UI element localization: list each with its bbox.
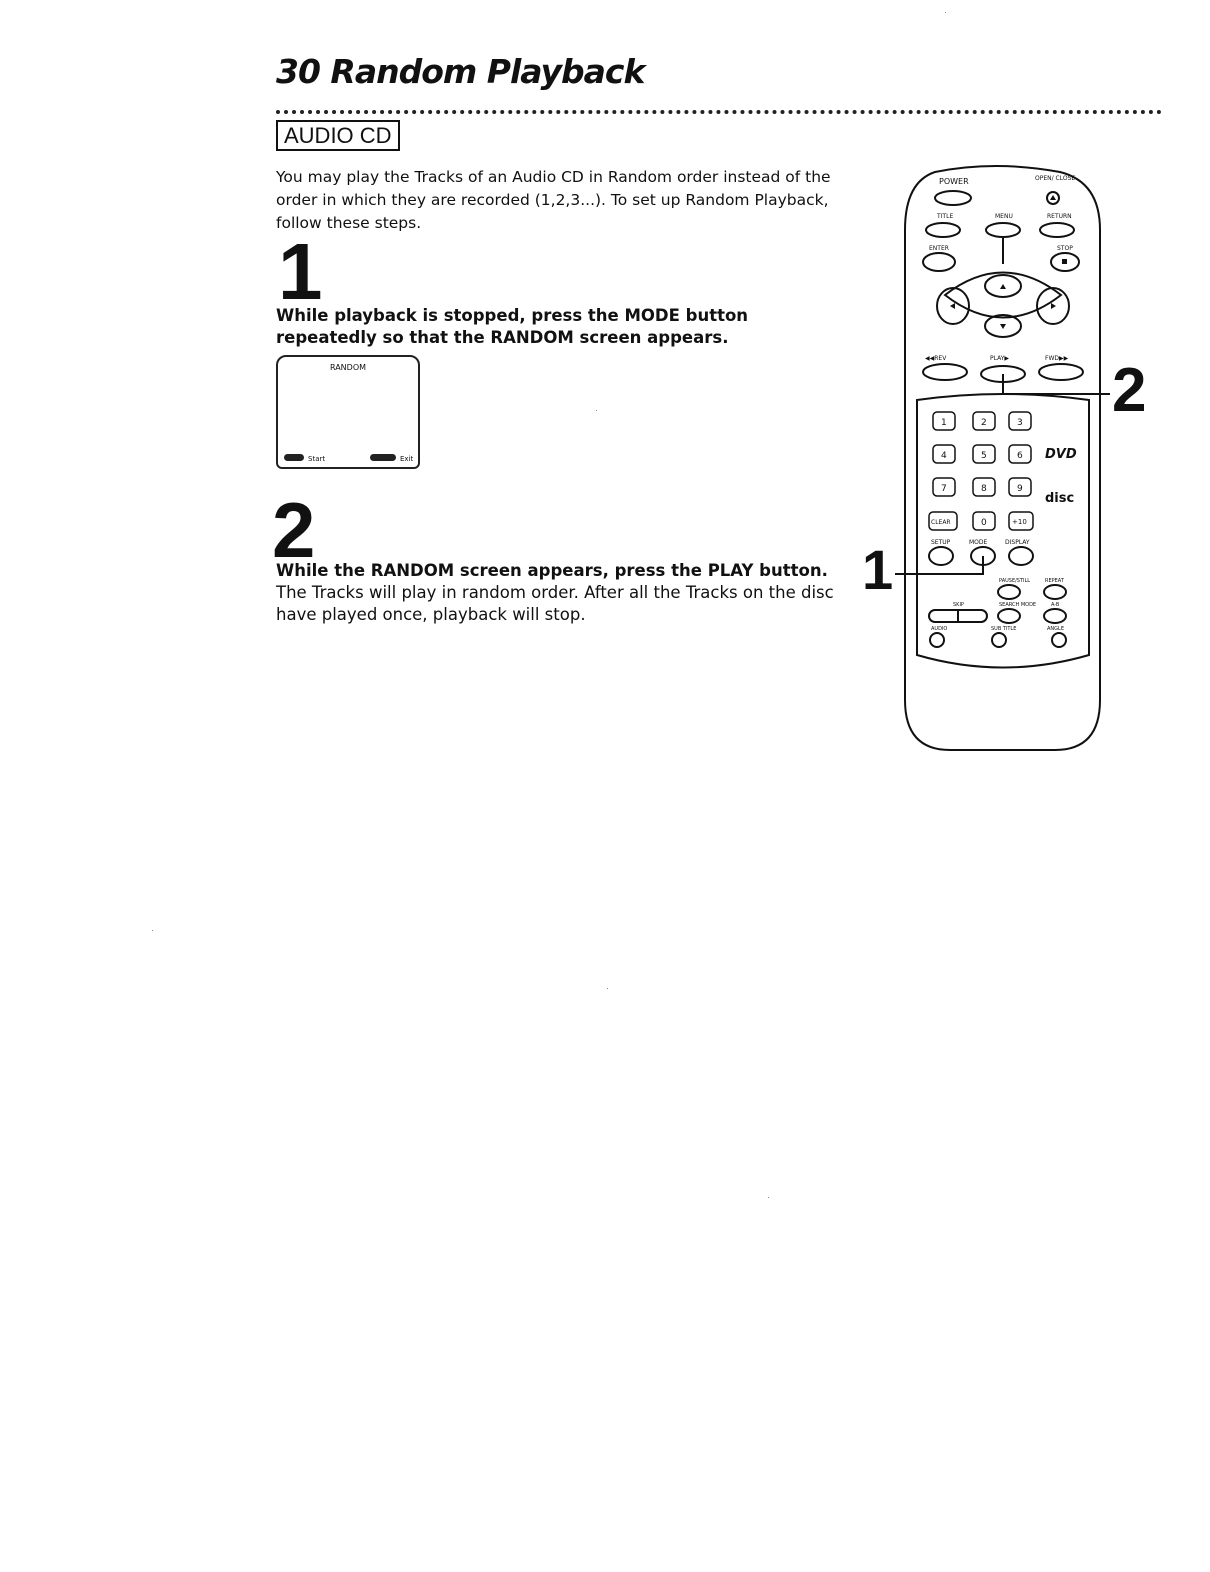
- section-tag: AUDIO CD: [276, 120, 400, 151]
- plus10-label: +10: [1012, 518, 1027, 526]
- angle-label: ANGLE: [1047, 626, 1064, 632]
- audio-label: AUDIO: [931, 626, 948, 632]
- play-pill-icon: [284, 454, 304, 461]
- digit-label-2: 2: [981, 418, 987, 428]
- digit-label-4: 4: [941, 451, 947, 461]
- search-mode-button: [998, 609, 1020, 623]
- step-1-number: 1: [278, 227, 323, 316]
- display-button: [1009, 547, 1033, 565]
- dpad-ring: [945, 273, 1061, 318]
- left-arrow-icon: [950, 303, 955, 309]
- a-b-button: [1044, 609, 1066, 623]
- stop-label: STOP: [1057, 245, 1073, 252]
- disc-logo: disc: [1045, 491, 1075, 506]
- play-label: PLAY▶: [990, 355, 1010, 362]
- open-close-label: OPEN/ CLOSE: [1035, 175, 1076, 182]
- fwd-button: [1039, 364, 1083, 380]
- scan-speck: [607, 988, 608, 989]
- tv-exit-label: Exit: [400, 455, 414, 463]
- play-callout-line: [1003, 374, 1110, 394]
- pause-still-button: [998, 585, 1020, 599]
- display-label: DISPLAY: [1005, 539, 1030, 546]
- enter-button: [923, 253, 955, 271]
- up-arrow-icon: [1000, 284, 1006, 289]
- fwd-label: FWD▶▶: [1045, 355, 1069, 362]
- eject-icon: [1050, 195, 1056, 200]
- dvd-logo: DVD: [1045, 447, 1077, 462]
- repeat-button: [1044, 585, 1066, 599]
- random-tv-screen: [276, 355, 420, 469]
- skip-label: SKIP: [953, 602, 964, 608]
- subtitle-button: [992, 633, 1006, 647]
- digit-label-5: 5: [981, 451, 987, 461]
- step-2-text-bold: While the RANDOM screen appears, press the PLAY button.: [276, 561, 828, 580]
- callout-step-1: 1: [862, 538, 894, 601]
- title-button: [926, 223, 960, 237]
- dotted-divider: [276, 110, 1162, 114]
- right-arrow-icon: [1051, 303, 1056, 309]
- pause-still-label: PAUSE/STILL: [999, 578, 1031, 584]
- digit-label-7: 7: [941, 484, 947, 494]
- angle-button: [1052, 633, 1066, 647]
- scan-speck: [152, 930, 153, 931]
- digit-label-6: 6: [1017, 451, 1023, 461]
- return-pill-icon: [370, 454, 396, 461]
- return-button: [1040, 223, 1074, 237]
- mode-label: MODE: [969, 539, 988, 546]
- enter-label: ENTER: [929, 245, 949, 252]
- audio-button: [930, 633, 944, 647]
- step-1-text: While playback is stopped, press the MODE button repeatedly so that the RANDOM screen appears.: [276, 306, 749, 347]
- digit-label-0: 0: [981, 518, 987, 528]
- return-label: RETURN: [1047, 213, 1072, 220]
- remote-control-illustration: [895, 160, 1110, 760]
- scan-speck: [596, 410, 597, 411]
- setup-button: [929, 547, 953, 565]
- scan-speck: [768, 1197, 769, 1198]
- step-2-text-rest: The Tracks will play in random order. After all the Tracks on the disc have played once, playback will stop.: [276, 583, 834, 624]
- subtitle-label: SUB TITLE: [991, 626, 1017, 632]
- scan-speck: [945, 12, 946, 13]
- power-label: POWER: [939, 177, 969, 186]
- intro-paragraph: You may play the Tracks of an Audio CD in Random order instead of the order in which they are recorded (1,2,3...). To set up Random Playback, follow these steps.: [276, 168, 831, 232]
- digit-keys: [929, 412, 1033, 530]
- menu-label: MENU: [995, 213, 1013, 220]
- search-mode-label: SEARCH MODE: [999, 602, 1037, 608]
- menu-button: [986, 223, 1020, 237]
- digit-label-8: 8: [981, 484, 987, 494]
- rev-button: [923, 364, 967, 380]
- digit-label-3: 3: [1017, 418, 1023, 428]
- setup-label: SETUP: [931, 539, 951, 546]
- stop-icon: [1062, 259, 1067, 264]
- down-arrow-icon: [1000, 324, 1006, 329]
- clear-label: CLEAR: [931, 519, 951, 526]
- digit-label-1: 1: [941, 418, 947, 428]
- tv-screen-title: RANDOM: [329, 363, 367, 372]
- tv-start-label: Start: [308, 455, 326, 463]
- power-button: [935, 191, 971, 205]
- title-label: TITLE: [937, 213, 954, 220]
- page-title: 30 Random Playback: [276, 52, 645, 91]
- rev-label: ◀◀REV: [925, 355, 947, 362]
- digit-label-9: 9: [1017, 484, 1023, 494]
- step-2-text: [276, 560, 836, 626]
- a-b-label: A-B: [1051, 602, 1060, 608]
- callout-step-2: 2: [1112, 356, 1147, 425]
- step-2-number: 2: [272, 486, 316, 574]
- repeat-label: REPEAT: [1045, 578, 1064, 584]
